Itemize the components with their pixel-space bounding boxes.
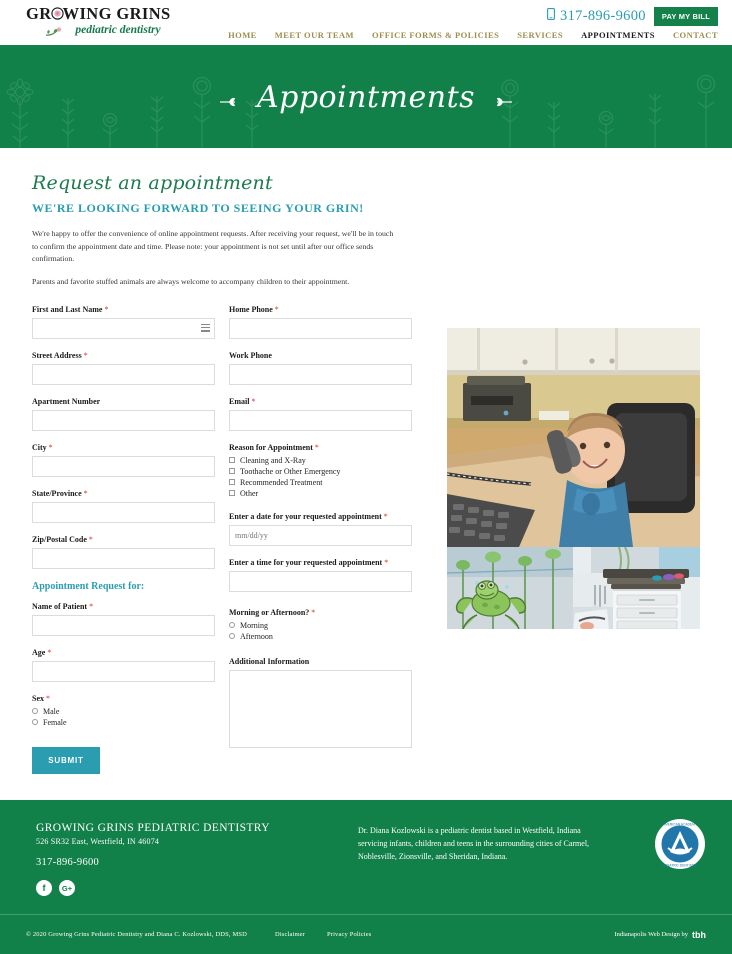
- logo-text-pre: GR: [26, 4, 52, 23]
- intro-paragraph-2: Parents and favorite stuffed animals are always welcome to accompany children to their appointment.: [32, 276, 350, 286]
- label-reason-for-appointment: Reason for Appointment *: [229, 442, 319, 452]
- sprig-right-icon: [495, 49, 513, 148]
- field-appointment-date: [229, 512, 412, 546]
- facebook-icon[interactable]: f: [36, 880, 52, 896]
- checkbox-option-recommended-treatment[interactable]: Recommended Treatment: [229, 478, 412, 487]
- footer-description: Dr. Diana Kozlowski is a pediatric dentist based in Westfield, Indiana servicing infants, children and teens in the surrounding cities of Carmel, Noblesville, Zionsville, and Sheridan, Indiana.: [358, 826, 590, 862]
- radio-option-afternoon[interactable]: Afternoon: [229, 632, 412, 641]
- label-first-last-name: First and Last Name *: [32, 304, 109, 314]
- field-email: [229, 397, 412, 431]
- sprig-left-icon: [219, 49, 237, 148]
- input-appointment-time[interactable]: [229, 571, 412, 592]
- field-street-address: [32, 351, 215, 385]
- required-marker: *: [47, 647, 52, 657]
- required-marker: *: [83, 350, 88, 360]
- checkbox-icon[interactable]: [229, 457, 235, 463]
- logo-text-post: WING GRINS: [62, 4, 171, 23]
- nav-item-meet-our-team[interactable]: MEET OUR TEAM: [274, 30, 355, 40]
- header-phone-number: 317-896-9600: [560, 8, 646, 24]
- site-footer: [0, 800, 732, 954]
- required-marker: *: [314, 442, 319, 452]
- nav-item-home[interactable]: HOME: [228, 30, 257, 40]
- required-marker: *: [274, 304, 279, 314]
- radio-option-male[interactable]: Male: [32, 707, 215, 716]
- site-header: [0, 0, 732, 48]
- logo-tagline: [26, 24, 196, 36]
- checkbox-group-reason: [229, 456, 412, 498]
- google-plus-icon[interactable]: G+: [59, 880, 75, 896]
- pay-my-bill-button[interactable]: PAY MY BILL: [654, 7, 718, 26]
- label-appointment-date: Enter a date for your requested appointment *: [229, 511, 388, 521]
- svg-text:AMERICAN ACADEMY: AMERICAN ACADEMY: [662, 822, 698, 827]
- footer-contact-column: [36, 822, 336, 914]
- checkbox-icon[interactable]: [229, 490, 235, 496]
- input-state-province[interactable]: [32, 502, 215, 523]
- field-state-province: [32, 489, 215, 523]
- label-home-phone: Home Phone *: [229, 304, 279, 314]
- intro-paragraph-1: We're happy to offer the convenience of online appointment requests. After receiving your request, we'll be in touch to confirm the appointment date and time. Please note: your appointment is not set until after our office sends confirmation.: [32, 229, 394, 264]
- footer-upper: [0, 800, 732, 914]
- footer-phone[interactable]: 317-896-9600: [36, 857, 100, 868]
- logo-tagline-text: pediatric dentistry: [75, 23, 161, 36]
- page-subtitle: WE'RE LOOKING FORWARD TO SEEING YOUR GRIN!: [32, 201, 364, 215]
- section-heading-appointment-request-for: Appointment Request for:: [32, 580, 145, 592]
- radio-icon[interactable]: [32, 719, 38, 725]
- submit-button[interactable]: SUBMIT: [32, 747, 100, 774]
- header-contact-bar: [547, 7, 718, 26]
- input-work-phone[interactable]: [229, 364, 412, 385]
- label-name-of-patient: Name of Patient *: [32, 601, 94, 611]
- photo-child-on-phone: [447, 328, 700, 547]
- label-morning-or-afternoon: Morning or Afternoon? *: [229, 607, 316, 617]
- label-apartment-number: Apartment Number: [32, 396, 101, 406]
- checkbox-option-other[interactable]: Other: [229, 489, 412, 498]
- field-work-phone: [229, 351, 412, 385]
- form-column-left: [32, 305, 215, 774]
- radio-group-morning-afternoon: [229, 621, 412, 641]
- required-marker: *: [46, 693, 50, 703]
- field-appointment-time: [229, 558, 412, 592]
- field-first-last-name: [32, 305, 215, 339]
- checkbox-icon[interactable]: [229, 479, 235, 485]
- footer-link-disclaimer[interactable]: Disclaimer: [274, 931, 306, 938]
- input-holder-name: [32, 318, 215, 339]
- radio-option-female[interactable]: Female: [32, 718, 215, 727]
- tbh-logo-icon: tbh: [692, 929, 706, 940]
- label-work-phone: Work Phone: [229, 350, 272, 360]
- footer-address: 526 SR32 East, Westfield, IN 46074: [36, 837, 160, 846]
- field-name-of-patient: [32, 602, 215, 636]
- input-apartment-number[interactable]: [32, 410, 215, 431]
- flower-icon: [51, 7, 64, 20]
- input-appointment-date[interactable]: [229, 525, 412, 546]
- radio-icon[interactable]: [32, 708, 38, 714]
- radio-icon[interactable]: [229, 622, 235, 628]
- field-apartment-number: [32, 397, 215, 431]
- input-city[interactable]: [32, 456, 215, 477]
- nav-item-services[interactable]: SERVICES: [517, 30, 564, 40]
- page-title: Request an appointment: [32, 172, 273, 194]
- required-marker: *: [311, 607, 316, 617]
- hero-title-row: [0, 48, 732, 148]
- label-street-address: Street Address *: [32, 350, 88, 360]
- field-age: [32, 648, 215, 682]
- radio-option-morning[interactable]: Morning: [229, 621, 412, 630]
- field-home-phone: [229, 305, 412, 339]
- textarea-additional-information[interactable]: [229, 670, 412, 748]
- checkbox-option-cleaning-and-xray[interactable]: Cleaning and X-Ray: [229, 456, 412, 465]
- appointment-request-form: [32, 305, 412, 774]
- required-marker: *: [251, 396, 256, 406]
- checkbox-icon[interactable]: [229, 468, 235, 474]
- label-sex: Sex *: [32, 693, 50, 703]
- nav-item-contact[interactable]: CONTACT: [672, 30, 718, 40]
- web-design-credit[interactable]: [614, 930, 706, 940]
- field-sex: [32, 694, 215, 727]
- input-first-last-name[interactable]: [32, 318, 215, 339]
- required-marker: *: [383, 511, 388, 521]
- field-zip-postal-code: [32, 535, 215, 569]
- hero-title: Appointments: [256, 80, 476, 115]
- main-navigation: [228, 30, 718, 40]
- required-marker: *: [83, 488, 88, 498]
- form-column-right: [229, 305, 412, 774]
- logo-wordmark: [26, 6, 196, 23]
- radio-icon[interactable]: [229, 633, 235, 639]
- checkbox-option-toothache-or-other-emergency[interactable]: Toothache or Other Emergency: [229, 467, 412, 476]
- input-age[interactable]: [32, 661, 215, 682]
- photo-dental-equipment: [573, 547, 700, 629]
- footer-lower: [0, 914, 732, 954]
- hero-banner: [0, 48, 732, 148]
- menu-lines-icon: [201, 324, 210, 332]
- footer-practice-name: GROWING GRINS PEDIATRIC DENTISTRY: [36, 822, 270, 834]
- input-name-of-patient[interactable]: [32, 615, 215, 636]
- footer-link-privacy-policies[interactable]: Privacy Policies: [327, 931, 372, 938]
- header-phone[interactable]: [547, 8, 646, 25]
- label-state-province: State/Province *: [32, 488, 88, 498]
- site-logo[interactable]: [26, 6, 196, 36]
- required-marker: *: [89, 601, 94, 611]
- svg-text:PEDIATRIC DENTISTRY: PEDIATRIC DENTISTRY: [661, 863, 699, 868]
- input-street-address[interactable]: [32, 364, 215, 385]
- label-additional-information: Additional Information: [229, 656, 310, 666]
- required-marker: *: [384, 557, 389, 567]
- field-additional-information: [229, 657, 412, 753]
- label-zip-postal-code: Zip/Postal Code *: [32, 534, 93, 544]
- radio-group-sex: [32, 707, 215, 727]
- copyright-text: © 2020 Growing Grins Pediatric Dentistry and Diana C. Kozlowski, DDS, MSD: [26, 931, 247, 938]
- field-reason-for-appointment: [229, 443, 412, 498]
- main-content: [0, 148, 732, 798]
- photo-frog-mural: [447, 547, 573, 629]
- photo-gallery: [447, 328, 700, 629]
- label-age: Age *: [32, 647, 52, 657]
- input-zip-postal-code[interactable]: [32, 548, 215, 569]
- photo-row-bottom: [447, 547, 700, 629]
- label-appointment-time: Enter a time for your requested appointment *: [229, 557, 389, 567]
- nav-item-office-forms-policies[interactable]: OFFICE FORMS & POLICIES: [372, 30, 500, 40]
- field-morning-or-afternoon: [229, 608, 412, 641]
- credit-text: Indianapolis Web Design by: [614, 931, 688, 938]
- input-email[interactable]: [229, 410, 412, 431]
- required-marker: *: [88, 534, 93, 544]
- required-marker: *: [48, 442, 53, 452]
- footer-legal-links: [275, 931, 372, 938]
- required-marker: *: [104, 304, 109, 314]
- phone-icon: [547, 8, 555, 25]
- label-email: Email *: [229, 396, 256, 406]
- footer-social-links: [36, 880, 336, 896]
- field-city: [32, 443, 215, 477]
- leaf-icon: [44, 27, 66, 41]
- input-home-phone[interactable]: [229, 318, 412, 339]
- nav-item-appointments[interactable]: APPOINTMENTS: [581, 30, 655, 40]
- aapd-badge-icon: [654, 818, 706, 870]
- label-city: City *: [32, 442, 53, 452]
